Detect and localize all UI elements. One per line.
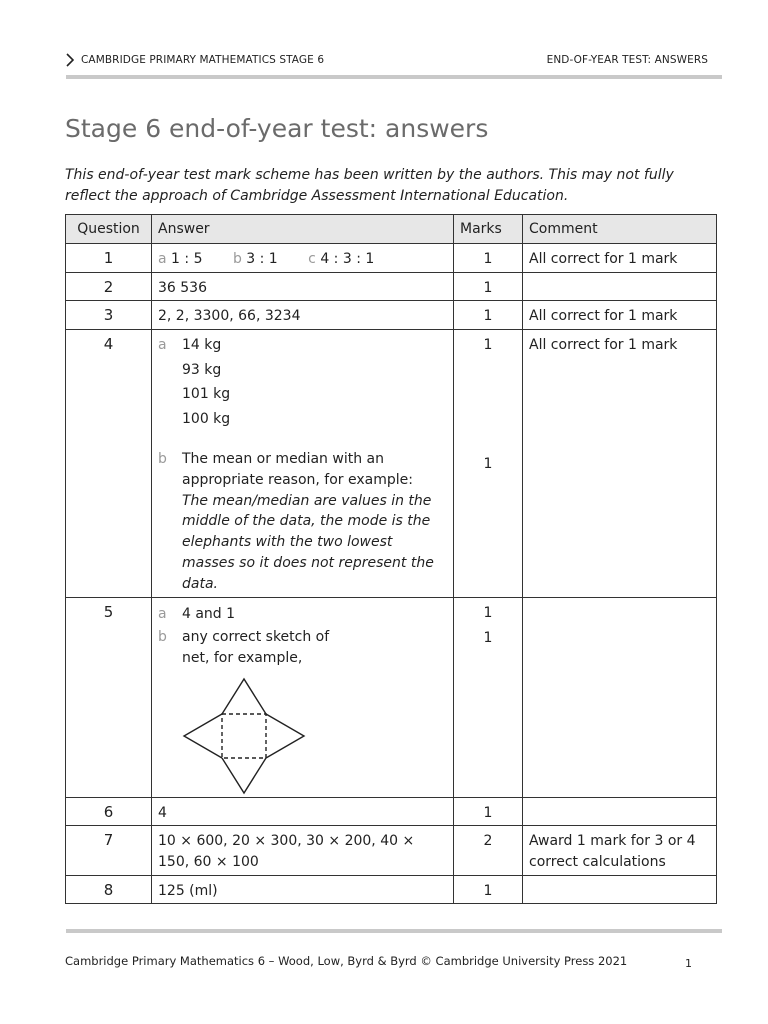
comment-cell: All correct for 1 mark (523, 244, 717, 273)
marks-part-b: 1 (483, 456, 493, 472)
header-divider (66, 75, 722, 79)
mark-scheme-table (65, 214, 717, 904)
answer-text: 1 : 5 (171, 251, 203, 267)
comment-cell (523, 876, 717, 904)
marks-cell: 2 (454, 826, 523, 876)
question-number: 7 (66, 826, 152, 876)
marks-cell: 1 (454, 273, 523, 301)
part-label: a (158, 337, 167, 353)
answer-text: 4 : 3 : 1 (320, 251, 375, 267)
part-label: a (158, 606, 167, 622)
table-row (66, 826, 717, 876)
table-row (66, 876, 717, 904)
page-header (66, 52, 708, 70)
answer-cell: 125 (ml) (152, 876, 454, 904)
comment-cell: Award 1 mark for 3 or 4 correct calculations (523, 826, 717, 876)
answer-text: The mean (182, 451, 257, 467)
page-number: 1 (685, 957, 692, 970)
chevron-right-icon (66, 53, 74, 67)
answer-cell: 2, 2, 3300, 66, 3234 (152, 301, 454, 330)
question-number: 3 (66, 301, 152, 330)
part-label: b (232, 251, 242, 267)
square-pyramid-net-diagram (182, 677, 312, 797)
table-row (66, 330, 717, 598)
table-row (66, 244, 717, 273)
question-number: 2 (66, 273, 152, 301)
example-answer: The mean/median are values in the middle of the data, the mode is the elephants with the two lowest masses so it does not represent the data. (182, 492, 434, 592)
answer-line: 100 kg (182, 410, 231, 427)
column-header-comment: Comment (523, 215, 717, 244)
column-header-marks: Marks (454, 215, 523, 244)
comment-cell (523, 273, 717, 301)
answer-emphasis: or (256, 451, 271, 467)
marks-cell: 1 (454, 876, 523, 904)
answer-cell: 10 × 600, 20 × 300, 30 × 200, 40 × 150, 60 × 100 (152, 826, 454, 876)
comment-cell (523, 598, 717, 798)
question-number: 4 (66, 330, 152, 598)
marks-cell: 1 (454, 301, 523, 330)
answer-cell: 36 536 (152, 273, 454, 301)
footer-divider (66, 929, 722, 933)
comment-cell: All correct for 1 mark (523, 301, 717, 330)
answer-cell (152, 598, 454, 798)
header-section-title: END-OF-YEAR TEST: ANSWERS (546, 54, 708, 66)
answer-line: 93 kg (182, 361, 222, 378)
answer-line: 101 kg (182, 386, 231, 402)
part-label: b (158, 629, 167, 645)
marks-cell: 1 (454, 244, 523, 273)
answer-cell (152, 330, 454, 598)
question-number: 1 (66, 244, 152, 273)
table-row (66, 798, 717, 826)
answer-text: 4 and 1 (182, 606, 236, 622)
comment-cell (523, 798, 717, 826)
page-title: Stage 6 end-of-year test: answers (65, 114, 489, 143)
part-label: c (308, 251, 316, 267)
table-header-row (66, 215, 717, 244)
header-series-title: CAMBRIDGE PRIMARY MATHEMATICS STAGE 6 (81, 54, 325, 66)
footer-copyright: Cambridge Primary Mathematics 6 – Wood, Low, Byrd & Byrd © Cambridge University Press 2021 (65, 954, 628, 968)
answer-text: median with an appropriate reason, for example: (182, 451, 413, 488)
table-row (66, 598, 717, 798)
column-header-question: Question (66, 215, 152, 244)
marks-part-b: 1 (483, 630, 493, 646)
part-label: a (158, 251, 167, 267)
marks-cell: 1 (454, 798, 523, 826)
part-label: b (158, 451, 167, 467)
marks-part-a: 1 (483, 605, 493, 621)
answer-cell: 4 (152, 798, 454, 826)
intro-note: This end-of-year test mark scheme has been written by the authors. This may not fully reflect the approach of Cambridge Assessment International Education. (65, 167, 674, 204)
answer-line: 14 kg (182, 337, 222, 353)
comment-cell: All correct for 1 mark (523, 330, 717, 598)
answer-text: 3 : 1 (246, 251, 278, 267)
table-row (66, 273, 717, 301)
question-number: 6 (66, 798, 152, 826)
marks-cell (454, 598, 523, 798)
question-number: 5 (66, 598, 152, 798)
answer-cell (152, 244, 454, 273)
answer-text: any correct sketch of net, for example, (182, 629, 330, 666)
marks-part-a: 1 (483, 337, 493, 353)
question-number: 8 (66, 876, 152, 904)
column-header-answer: Answer (152, 215, 454, 244)
table-row (66, 301, 717, 330)
marks-cell (454, 330, 523, 598)
